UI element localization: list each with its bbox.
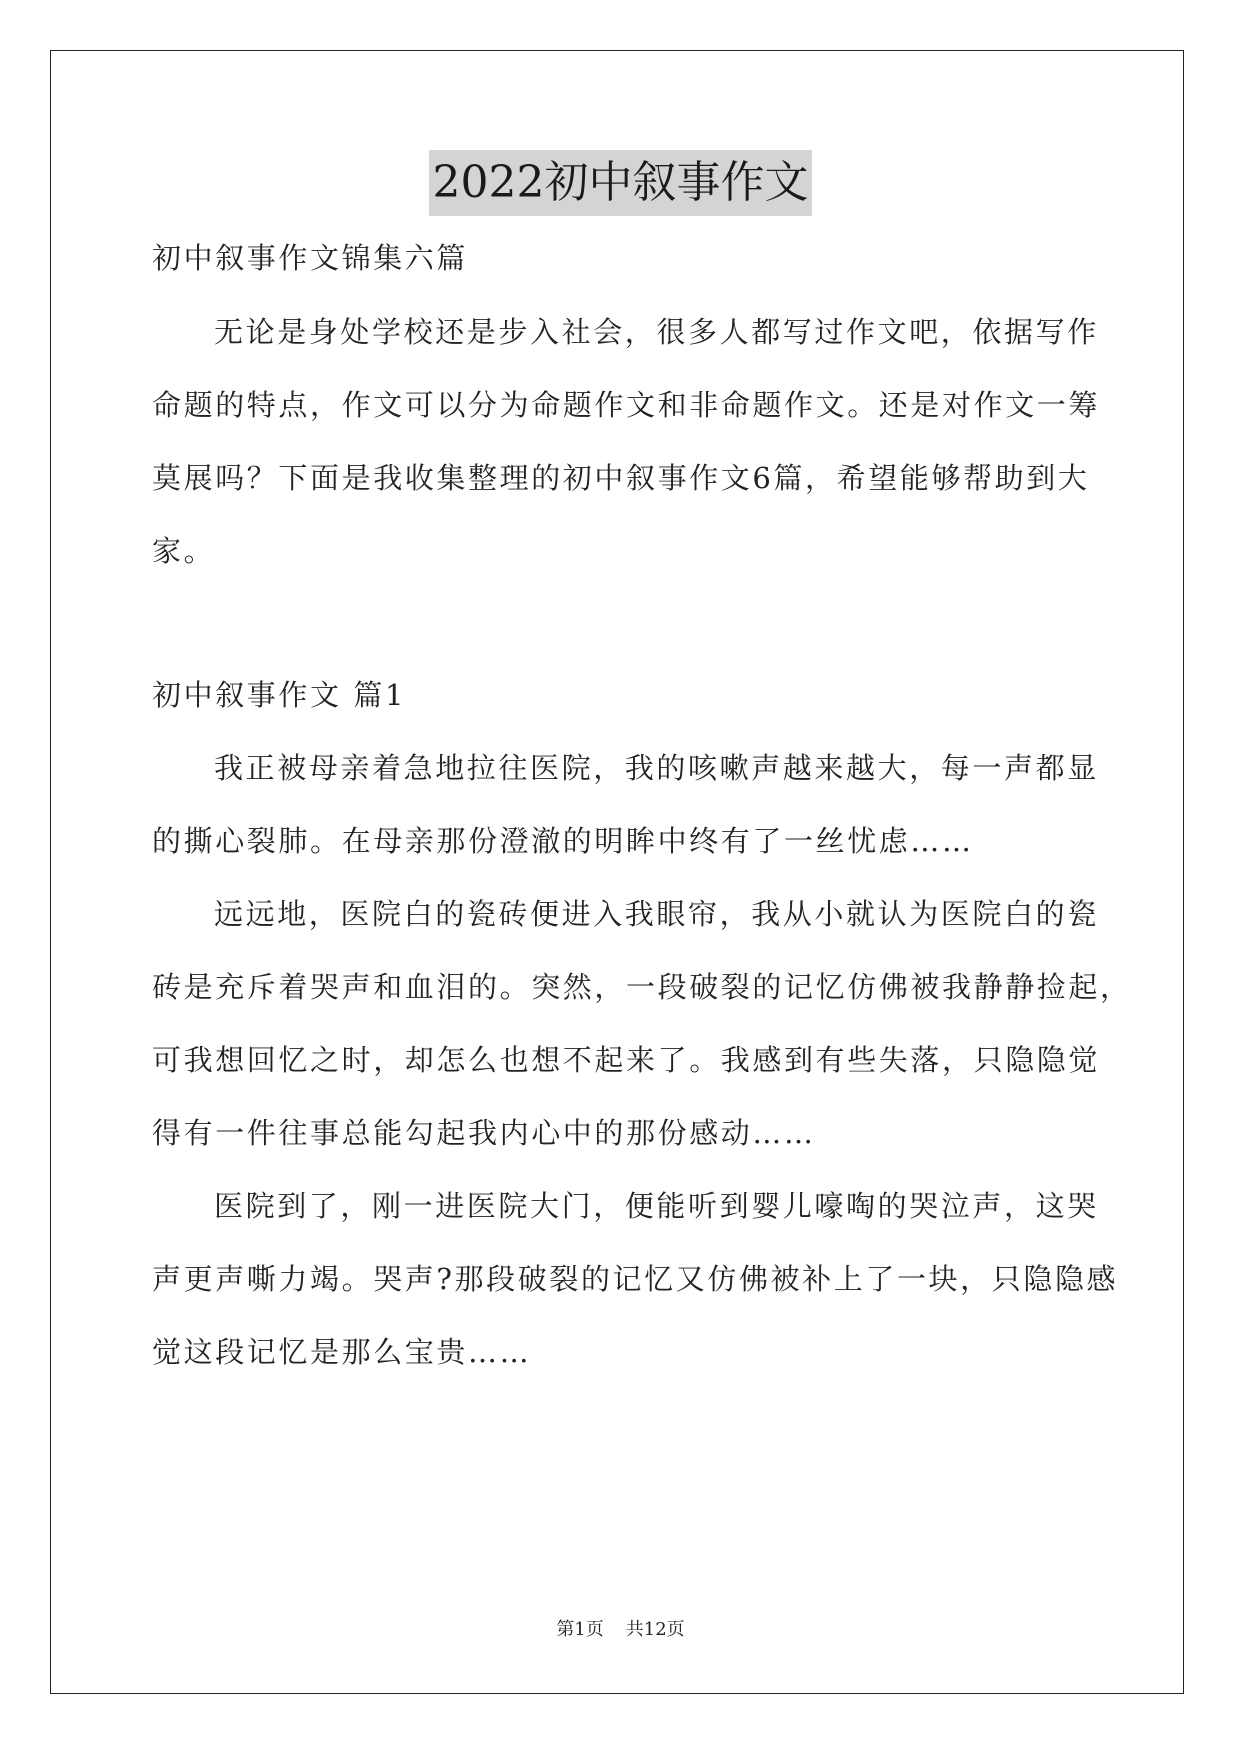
body-line: 的撕心裂肺。在母亲那份澄澈的明眸中终有了一丝忧虑…… — [152, 824, 974, 858]
body-line: 我正被母亲着急地拉往医院，我的咳嗽声越来越大，每一声都显 — [214, 751, 1099, 785]
intro-line: 莫展吗？下面是我收集整理的初中叙事作文6篇，希望能够帮助到大 — [152, 461, 1090, 495]
intro-line: 无论是身处学校还是步入社会，很多人都写过作文吧，依据写作 — [214, 315, 1099, 349]
intro-line: 家。 — [152, 534, 216, 568]
body-line: 觉这段记忆是那么宝贵…… — [152, 1335, 532, 1369]
document-subtitle: 初中叙事作文锦集六篇 — [152, 241, 469, 275]
body-line: 得有一件往事总能勾起我内心中的那份感动…… — [152, 1116, 816, 1150]
intro-line: 命题的特点，作文可以分为命题作文和非命题作文。还是对作文一筹 — [152, 388, 1101, 422]
body-line: 医院到了，刚一进医院大门，便能听到婴儿嚎啕的哭泣声，这哭 — [214, 1189, 1099, 1223]
page-border — [50, 50, 1184, 1694]
document-title: 2022初中叙事作文 — [429, 150, 813, 216]
body-line: 声更声嘶力竭。哭声?那段破裂的记忆又仿佛被补上了一块，只隐隐感 — [152, 1262, 1119, 1296]
body-line: 可我想回忆之时，却怎么也想不起来了。我感到有些失落，只隐隐觉 — [152, 1043, 1101, 1077]
body-line: 远远地，医院白的瓷砖便进入我眼帘，我从小就认为医院白的瓷 — [214, 897, 1099, 931]
page-number-current: 第1页 — [556, 1619, 604, 1640]
body-line: 砖是充斥着哭声和血泪的。突然，一段破裂的记忆仿佛被我静静捡起， — [152, 970, 1132, 1004]
page-number-total: 共12页 — [625, 1619, 685, 1640]
page-footer — [0, 1618, 1241, 1642]
title-container — [0, 150, 1241, 216]
section-heading: 初中叙事作文 篇1 — [152, 678, 407, 712]
